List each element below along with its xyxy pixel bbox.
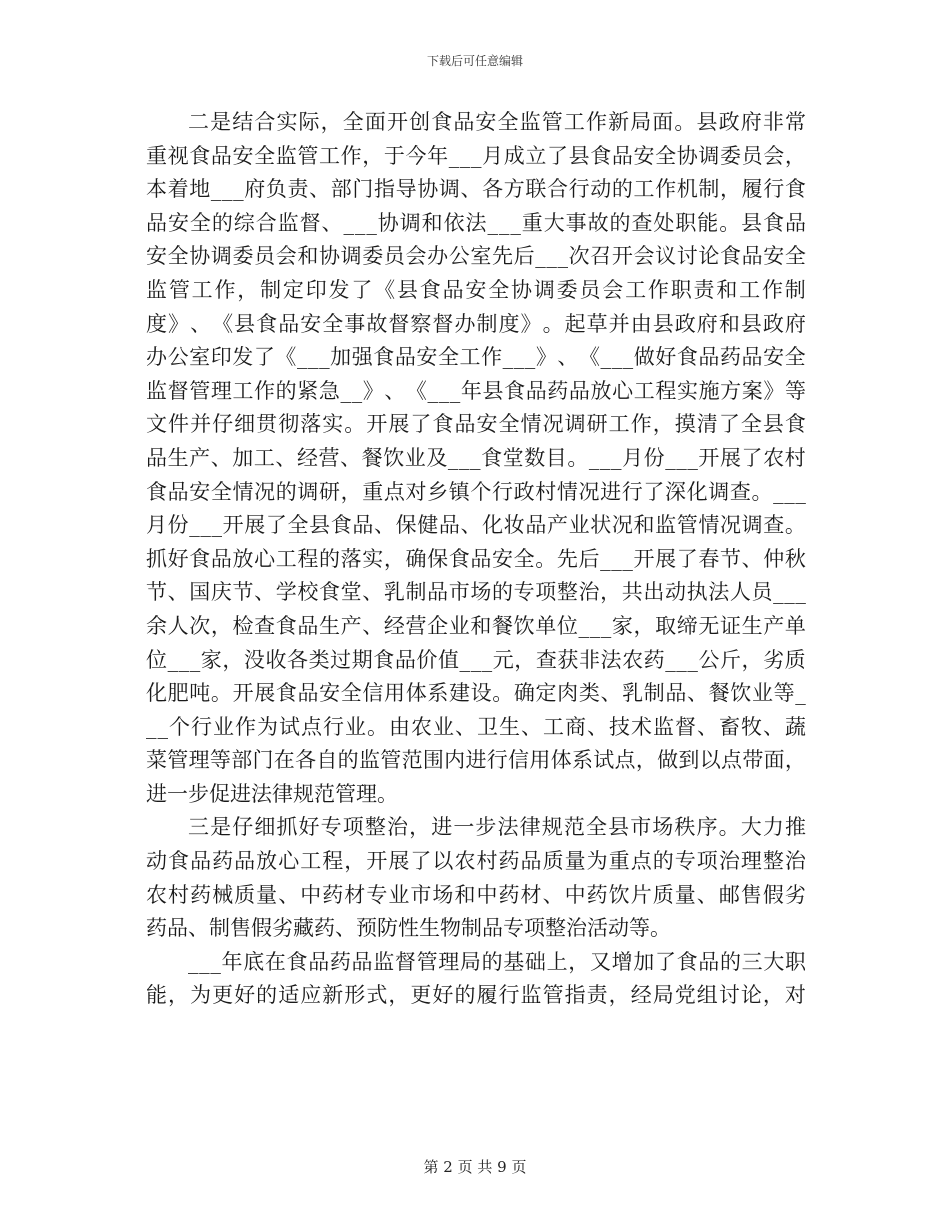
text-line: 农 村 药 械 质 量 、 中 药 材 专 业 市 场 和 中 药 材 、 中 药 饮 片 质 量 、 邮 售 假 劣 bbox=[146, 882, 806, 907]
page-header: 下载后可任意编辑 bbox=[426, 54, 523, 68]
text-line: 文 件 并 仔 细 贯 彻 落 实 。 开 展 了 食 品 安 全 情 况 调 研 工 作 ， 摸 清 了 全 县 食 bbox=[146, 412, 806, 437]
text-line: 办 公 室 印 发 了 《 _ _ _ 加 强 食 品 安 全 工 作 _ _ _ 》 、 《 _ _ _ 做 好 食 品 药 品 安 全 bbox=[146, 345, 806, 370]
text-line: 动 食 品 药 品 放 心 工 程 ， 开 展 了 以 农 村 药 品 质 量 为 重 点 的 专 项 治 理 整 治 bbox=[146, 849, 806, 874]
text-line: 度 》 、 《 县 食 品 安 全 事 故 督 察 督 办 制 度 》 。 起 草 并 由 县 政 府 和 县 政 府 bbox=[146, 311, 806, 336]
text-line: 监 管 工 作 ， 制 定 印 发 了 《 县 食 品 安 全 协 调 委 员 会 工 作 职 责 和 工 作 制 bbox=[146, 277, 806, 302]
text-line: 品 安 全 的 综 合 监 督 、 _ _ _ 协 调 和 依 法 _ _ _ 重 大 事 故 的 查 处 职 能 。 县 食 品 bbox=[146, 210, 806, 235]
page-number: 第 2 页 共 9 页 bbox=[423, 1158, 527, 1176]
text-line: 抓 好 食 品 放 心 工 程 的 落 实 ， 确 保 食 品 安 全 。 先 后 _ _ _ 开 展 了 春 节 、 仲 秋 bbox=[146, 546, 806, 571]
text-line: 食 品 安 全 情 况 的 调 研 ， 重 点 对 乡 镇 个 行 政 村 情 况 进 行 了 深 化 调 查 。 _ _ _ bbox=[146, 479, 806, 504]
text-line: 重 视 食 品 安 全 监 管 工 作 ， 于 今 年 _ _ _ 月 成 立 了 县 食 品 安 全 协 调 委 员 会 ， bbox=[146, 143, 806, 168]
text-line: 本 着 地 _ _ _ 府 负 责 、 部 门 指 导 协 调 、 各 方 联 合 行 动 的 工 作 机 制 ， 履 行 食 bbox=[146, 177, 806, 202]
text-line: 监 督 管 理 工 作 的 紧 急 _ _ 》 、 《 _ _ _ 年 县 食 品 药 品 放 心 工 程 实 施 方 案 》 等 bbox=[146, 378, 806, 403]
document-body bbox=[146, 106, 806, 1013]
text-line: 化 肥 吨 。 开 展 食 品 安 全 信 用 体 系 建 设 。 确 定 肉 类 、 乳 制 品 、 餐 饮 业 等 _ bbox=[146, 681, 806, 706]
text-line: 安 全 协 调 委 员 会 和 协 调 委 员 会 办 公 室 先 后 _ _ _ 次 召 开 会 议 讨 论 食 品 安 全 bbox=[146, 244, 806, 269]
text-line: 余 人 次 ， 检 查 食 品 生 产 、 经 营 企 业 和 餐 饮 单 位 _ _ _ 家 ， 取 缔 无 证 生 产 单 bbox=[146, 613, 806, 638]
text-line: _ _ _ 年 底 在 食 品 药 品 监 督 管 理 局 的 基 础 上 ， 又 增 加 了 食 品 的 三 大 职 bbox=[188, 949, 806, 974]
text-line: 二 是 结 合 实 际 ， 全 面 开 创 食 品 安 全 监 管 工 作 新 局 面 。 县 政 府 非 常 bbox=[188, 110, 806, 134]
text-line: 位 _ _ _ 家 ， 没 收 各 类 过 期 食 品 价 值 _ _ _ 元 ， 查 获 非 法 农 药 _ _ _ 公 斤 ， 劣 质 bbox=[146, 647, 806, 672]
text-line: 进 一 步 促 进 法 律 规 范 管 理 。 bbox=[146, 781, 398, 806]
text-line: 三 是 仔 细 抓 好 专 项 整 治 ， 进 一 步 法 律 规 范 全 县 市 场 秩 序 。 大 力 推 bbox=[188, 815, 806, 840]
text-line: 药 品 、 制 售 假 劣 藏 药 、 预 防 性 生 物 制 品 专 项 整 治 活 动 等 。 bbox=[146, 916, 671, 941]
text-line: 节 、 国 庆 节 、 学 校 食 堂 、 乳 制 品 市 场 的 专 项 整 治 ， 共 出 动 执 法 人 员 _ _ _ bbox=[146, 580, 806, 605]
text-line: 月 份 _ _ _ 开 展 了 全 县 食 品 、 保 健 品 、 化 妆 品 产 业 状 况 和 监 管 情 况 调 查 。 bbox=[146, 513, 806, 538]
text-line: 品 生 产 、 加 工 、 经 营 、 餐 饮 业 及 _ _ _ 食 堂 数 目 。 _ _ _ 月 份 _ _ _ 开 展 了 农 村 bbox=[146, 445, 806, 470]
text-line: 能 ， 为 更 好 的 适 应 新 形 式 ， 更 好 的 履 行 监 管 指 责 ， 经 局 党 组 讨 论 ， 对 bbox=[146, 983, 806, 1008]
text-line: _ _ 个 行 业 作 为 试 点 行 业 。 由 农 业 、 卫 生 、 工 商 、 技 术 监 督 、 畜 牧 、 蔬 bbox=[146, 714, 806, 739]
text-line: 菜 管 理 等 部 门 在 各 自 的 监 管 范 围 内 进 行 信 用 体 系 试 点 ， 做 到 以 点 带 面 ， bbox=[146, 748, 806, 773]
